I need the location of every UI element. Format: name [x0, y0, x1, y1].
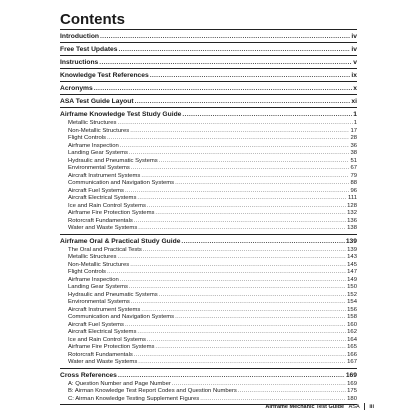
- toc-sub-entry[interactable]: [60, 381, 357, 389]
- dot-leader: [141, 173, 349, 181]
- toc-entry-label: Metallic Structures: [68, 120, 117, 126]
- dot-leader: [125, 188, 349, 196]
- toc-section-group: [60, 108, 357, 235]
- dot-leader: [94, 82, 353, 95]
- toc-entry-label: Aircraft Instrument Systems: [68, 172, 141, 179]
- toc-sub-entry[interactable]: [60, 359, 357, 367]
- toc-section-group: [60, 369, 357, 406]
- dot-leader: [107, 135, 349, 143]
- toc-sub-entry[interactable]: [60, 173, 357, 181]
- toc-main-entry[interactable]: [60, 95, 357, 108]
- toc-sub-entry[interactable]: [60, 143, 357, 151]
- dot-leader: [147, 203, 346, 211]
- dot-leader: [172, 381, 346, 389]
- toc-entry-page: 169: [347, 380, 357, 387]
- toc-sub-entry[interactable]: [60, 120, 357, 128]
- toc-entry-page: x: [353, 85, 357, 92]
- toc-sub-entry[interactable]: [60, 180, 357, 188]
- dot-leader: [175, 314, 346, 322]
- toc-entry-page: 1: [353, 111, 357, 118]
- toc-entry-page: 88: [350, 180, 357, 186]
- toc-entry-label: Water and Waste Systems: [68, 225, 138, 231]
- toc-entry-label: Hydraulic and Pneumatic Systems: [68, 291, 158, 298]
- dot-leader: [100, 30, 350, 43]
- page-title: Contents: [60, 11, 125, 28]
- toc-entry-page: 128: [347, 202, 357, 209]
- toc-entry-page: 180: [347, 395, 357, 402]
- toc-section-entry[interactable]: [60, 108, 357, 120]
- toc-entry-label: Knowledge Test References: [60, 72, 149, 79]
- toc-sub-entry[interactable]: [60, 135, 357, 143]
- toc-entry-label: ASA Test Guide Layout: [60, 98, 134, 105]
- dot-leader: [120, 277, 346, 285]
- toc-entry-page: 147: [347, 269, 357, 275]
- toc-sub-entry[interactable]: [60, 352, 357, 360]
- toc-entry-page: 143: [347, 254, 357, 260]
- toc-entry-page: 165: [347, 344, 357, 350]
- footer-separator: [364, 403, 365, 410]
- toc-entry-page: iv: [351, 33, 357, 40]
- toc-entry-label: Airframe Fire Protection Systems: [68, 344, 155, 350]
- toc-entry-page: 166: [347, 351, 357, 358]
- toc-sub-entry[interactable]: [60, 262, 357, 270]
- dot-leader: [159, 158, 350, 166]
- toc-entry-label: Acronyms: [60, 85, 93, 92]
- toc-entry-label: Environmental Systems: [68, 165, 130, 171]
- toc-entry-page: 138: [347, 225, 357, 231]
- dot-leader: [143, 247, 346, 255]
- toc-entry-page: 17: [350, 127, 357, 134]
- toc-sub-entry[interactable]: [60, 150, 357, 158]
- toc-entry-page: 156: [347, 306, 357, 313]
- toc-sub-entry[interactable]: [60, 314, 357, 322]
- toc-entry-label: Flight Controls: [68, 135, 106, 141]
- toc-entry-label: Rotorcraft Fundamentals: [68, 217, 133, 224]
- toc-entry-page: 162: [347, 329, 357, 335]
- toc-entry-page: 36: [350, 142, 357, 149]
- dot-leader: [155, 344, 346, 352]
- toc-entry-label: Ice and Rain Control Systems: [68, 202, 146, 209]
- toc-sub-entry[interactable]: [60, 247, 357, 255]
- toc-entry-label: Aircraft Electrical Systems: [68, 195, 137, 201]
- toc-entry-label: Environmental Systems: [68, 299, 130, 305]
- dot-leader: [120, 143, 350, 151]
- toc-entry-page: 150: [347, 284, 357, 290]
- toc-entry-label: Communication and Navigation Systems: [68, 180, 175, 186]
- dot-leader: [117, 254, 346, 262]
- toc-entry-page: 149: [347, 276, 357, 283]
- toc-entry-label: Aircraft Instrument Systems: [68, 306, 141, 313]
- toc-entry-label: Airframe Knowledge Test Study Guide: [60, 111, 182, 118]
- toc-sub-entry[interactable]: [60, 195, 357, 203]
- toc-sub-entry[interactable]: [60, 158, 357, 166]
- toc-sub-entry[interactable]: [60, 396, 357, 404]
- footer-book-title: Airframe Mechanic Test Guide: [265, 404, 345, 410]
- toc-section-group: [60, 235, 357, 369]
- toc-entry-page: xi: [351, 98, 357, 105]
- toc-sub-entry[interactable]: [60, 165, 357, 173]
- toc-entry-page: 1: [353, 120, 357, 126]
- toc-entry-page: 136: [347, 217, 357, 224]
- toc-entry-page: 158: [347, 314, 357, 320]
- toc-sub-entry[interactable]: [60, 329, 357, 337]
- dot-leader: [99, 56, 352, 69]
- dot-leader: [175, 180, 349, 188]
- toc-entry-label: Aircraft Fuel Systems: [68, 321, 124, 328]
- dot-leader: [137, 329, 346, 337]
- toc-sub-entry[interactable]: [60, 299, 357, 307]
- toc-entry-label: Aircraft Electrical Systems: [68, 329, 137, 335]
- toc-entry-label: The Oral and Practical Tests: [68, 246, 142, 253]
- toc-sub-entry[interactable]: [60, 203, 357, 211]
- toc-entry-label: C: Airman Knowledge Testing Supplement Figures: [68, 395, 200, 402]
- toc-entry-label: Landing Gear Systems: [68, 284, 128, 290]
- dot-leader: [200, 396, 346, 404]
- toc-entry-label: Airframe Inspection: [68, 276, 119, 283]
- toc-entry-label: Water and Waste Systems: [68, 359, 138, 365]
- dot-leader: [129, 284, 346, 292]
- dot-leader: [131, 299, 346, 307]
- dot-leader: [125, 322, 346, 330]
- toc-entry-label: Ice and Rain Control Systems: [68, 336, 146, 343]
- toc-entry-label: B: Airman Knowledge Test Report Codes and Question Numbers: [68, 388, 237, 394]
- toc-main-entry[interactable]: [60, 69, 357, 82]
- table-of-contents: [60, 29, 357, 405]
- toc-main-entry[interactable]: [60, 30, 357, 43]
- toc-sub-entry[interactable]: [60, 277, 357, 285]
- toc-entry-page: 96: [350, 187, 357, 194]
- toc-entry-page: 28: [350, 135, 357, 141]
- toc-sub-entry[interactable]: [60, 128, 357, 136]
- toc-sub-entry[interactable]: [60, 218, 357, 226]
- toc-entry-label: Airframe Inspection: [68, 142, 119, 149]
- toc-entry-page: 167: [347, 359, 357, 365]
- toc-entry-label: Airframe Oral & Practical Study Guide: [60, 237, 181, 245]
- dot-leader: [147, 337, 346, 345]
- toc-sub-entry[interactable]: [60, 307, 357, 315]
- dot-leader: [117, 120, 352, 128]
- toc-sub-entry[interactable]: [60, 188, 357, 196]
- toc-entry-page: iv: [351, 46, 357, 53]
- toc-entry-page: 79: [350, 172, 357, 179]
- toc-entry-label: Rotorcraft Fundamentals: [68, 351, 133, 358]
- dot-leader: [134, 352, 346, 360]
- toc-entry-page: 38: [350, 150, 357, 156]
- footer-page-number: iii: [369, 404, 374, 410]
- dot-leader: [138, 225, 346, 233]
- toc-entry-label: Introduction: [60, 33, 100, 40]
- toc-entry-page: 164: [347, 336, 357, 343]
- toc-entry-page: 169: [345, 371, 357, 379]
- toc-entry-page: 145: [347, 261, 357, 268]
- dot-leader: [130, 128, 349, 136]
- dot-leader: [131, 165, 350, 173]
- toc-sub-entry[interactable]: [60, 388, 357, 396]
- toc-entry-label: Cross References: [60, 371, 117, 379]
- toc-entry-page: 152: [347, 291, 357, 298]
- toc-sub-entry[interactable]: [60, 254, 357, 262]
- toc-entry-page: 139: [347, 246, 357, 253]
- toc-sub-entry[interactable]: [60, 337, 357, 345]
- dot-leader: [238, 388, 346, 396]
- toc-entry-label: Landing Gear Systems: [68, 150, 128, 156]
- footer-brand: ASA: [348, 404, 360, 410]
- toc-entry-label: Flight Controls: [68, 269, 106, 275]
- toc-sub-entry[interactable]: [60, 322, 357, 330]
- toc-entry-page: 51: [350, 157, 357, 164]
- toc-section-entry[interactable]: [60, 369, 357, 381]
- dot-leader: [138, 359, 346, 367]
- toc-entry-page: v: [353, 59, 357, 66]
- dot-leader: [107, 269, 346, 277]
- toc-main-entry[interactable]: [60, 56, 357, 69]
- toc-entry-page: 132: [347, 210, 357, 216]
- dot-leader: [130, 262, 346, 270]
- dot-leader: [155, 210, 346, 218]
- toc-sub-entry[interactable]: [60, 344, 357, 352]
- dot-leader: [134, 218, 346, 226]
- toc-entry-page: 67: [350, 165, 357, 171]
- toc-main-entry[interactable]: [60, 82, 357, 95]
- toc-entry-label: Non-Metallic Structures: [68, 261, 130, 268]
- toc-sub-entry[interactable]: [60, 210, 357, 218]
- toc-entry-page: 111: [348, 195, 357, 201]
- toc-entry-page: 175: [347, 388, 357, 394]
- dot-leader: [141, 307, 346, 315]
- dot-leader: [150, 69, 351, 82]
- toc-entry-label: A: Question Number and Page Number: [68, 380, 171, 387]
- toc-entry-label: Metallic Structures: [68, 254, 117, 260]
- dot-leader: [118, 43, 350, 56]
- toc-entry-label: Aircraft Fuel Systems: [68, 187, 124, 194]
- toc-entry-page: 154: [347, 299, 357, 305]
- toc-entry-label: Airframe Fire Protection Systems: [68, 210, 155, 216]
- toc-entry-label: Communication and Navigation Systems: [68, 314, 175, 320]
- toc-entry-label: Instructions: [60, 59, 99, 66]
- toc-entry-label: Hydraulic and Pneumatic Systems: [68, 157, 158, 164]
- toc-main-entry[interactable]: [60, 43, 357, 56]
- toc-entry-page: 139: [345, 237, 357, 245]
- dot-leader: [137, 195, 347, 203]
- toc-entry-label: Non-Metallic Structures: [68, 127, 130, 134]
- toc-entry-page: 160: [347, 321, 357, 328]
- toc-entry-label: Free Test Updates: [60, 46, 118, 53]
- toc-entry-page: ix: [351, 72, 357, 79]
- toc-section-entry[interactable]: [60, 235, 357, 247]
- dot-leader: [135, 95, 351, 108]
- toc-sub-entry[interactable]: [60, 292, 357, 300]
- toc-sub-entry[interactable]: [60, 284, 357, 292]
- toc-sub-entry[interactable]: [60, 269, 357, 277]
- toc-sub-entry[interactable]: [60, 225, 357, 233]
- dot-leader: [159, 292, 346, 300]
- dot-leader: [129, 150, 350, 158]
- page-footer: [214, 403, 374, 411]
